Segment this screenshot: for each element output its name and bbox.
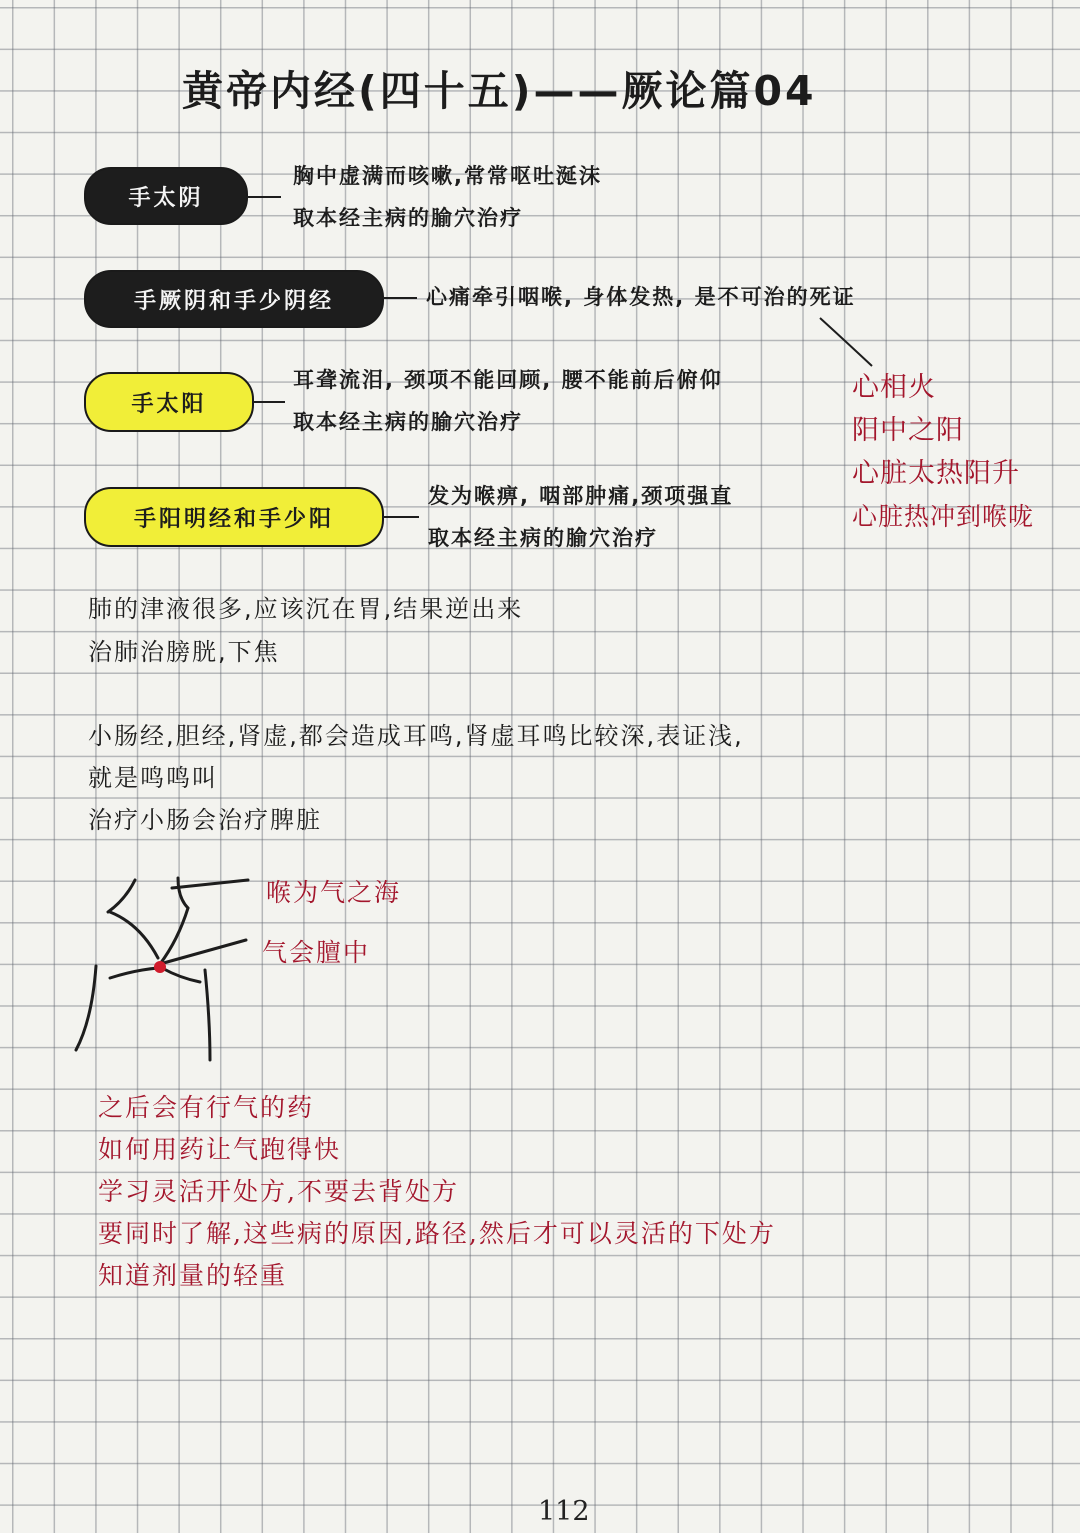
- bottom-note: 知道剂量的轻重: [98, 1261, 288, 1290]
- meridian-text-line: 取本经主病的腧穴治疗: [293, 206, 523, 230]
- note-line: 小肠经,胆经,肾虚,都会造成耳鸣,肾虚耳鸣比较深,表证浅,: [88, 722, 744, 750]
- bottom-note: 学习灵活开处方,不要去背处方: [98, 1177, 459, 1206]
- danzhong-point: [154, 961, 166, 973]
- throat-chest-diagram: [60, 860, 260, 1070]
- diagram-label: 气会膻中: [262, 938, 371, 967]
- diagram-label: 喉为气之海: [266, 878, 402, 907]
- meridian-text-line: 取本经主病的腧穴治疗: [293, 410, 523, 434]
- side-note: 心脏热冲到喉咙: [852, 502, 1035, 531]
- meridian-text-line: 取本经主病的腧穴治疗: [428, 526, 658, 550]
- meridian-label-shou-taiyin: 手太阴: [84, 167, 248, 225]
- side-note: 心相火: [852, 372, 936, 403]
- note-line: 治肺治膀胱,下焦: [88, 638, 280, 666]
- meridian-text-line: 耳聋流泪, 颈项不能回顾, 腰不能前后俯仰: [293, 368, 723, 392]
- meridian-text-line: 发为喉痹, 咽部肿痛,颈项强直: [428, 484, 734, 508]
- side-note: 心脏太热阳升: [852, 458, 1020, 489]
- meridian-text-line: 心痛牵引咽喉, 身体发热, 是不可治的死证: [426, 285, 856, 309]
- page-title: 黄帝内经(四十五)——厥论篇04: [182, 67, 817, 115]
- meridian-label-shou-taiyang: 手太阳: [84, 372, 254, 432]
- bottom-note: 之后会有行气的药: [98, 1093, 315, 1122]
- note-line: 肺的津液很多,应该沉在胃,结果逆出来: [88, 595, 524, 623]
- meridian-label-shou-yangming-shaoyang: 手阳明经和手少阳: [84, 487, 384, 547]
- meridian-label-shou-jueyin-shaoyin: 手厥阴和手少阴经: [84, 270, 384, 328]
- meridian-text-line: 胸中虚满而咳嗽,常常呕吐涎沫: [293, 164, 602, 188]
- bottom-note: 要同时了解,这些病的原因,路径,然后才可以灵活的下处方: [98, 1219, 776, 1248]
- note-line: 治疗小肠会治疗脾脏: [88, 806, 322, 834]
- side-note: 阳中之阳: [852, 415, 964, 446]
- page-number: 112: [538, 1496, 590, 1527]
- bottom-note: 如何用药让气跑得快: [98, 1135, 342, 1164]
- note-line: 就是鸣鸣叫: [88, 764, 218, 792]
